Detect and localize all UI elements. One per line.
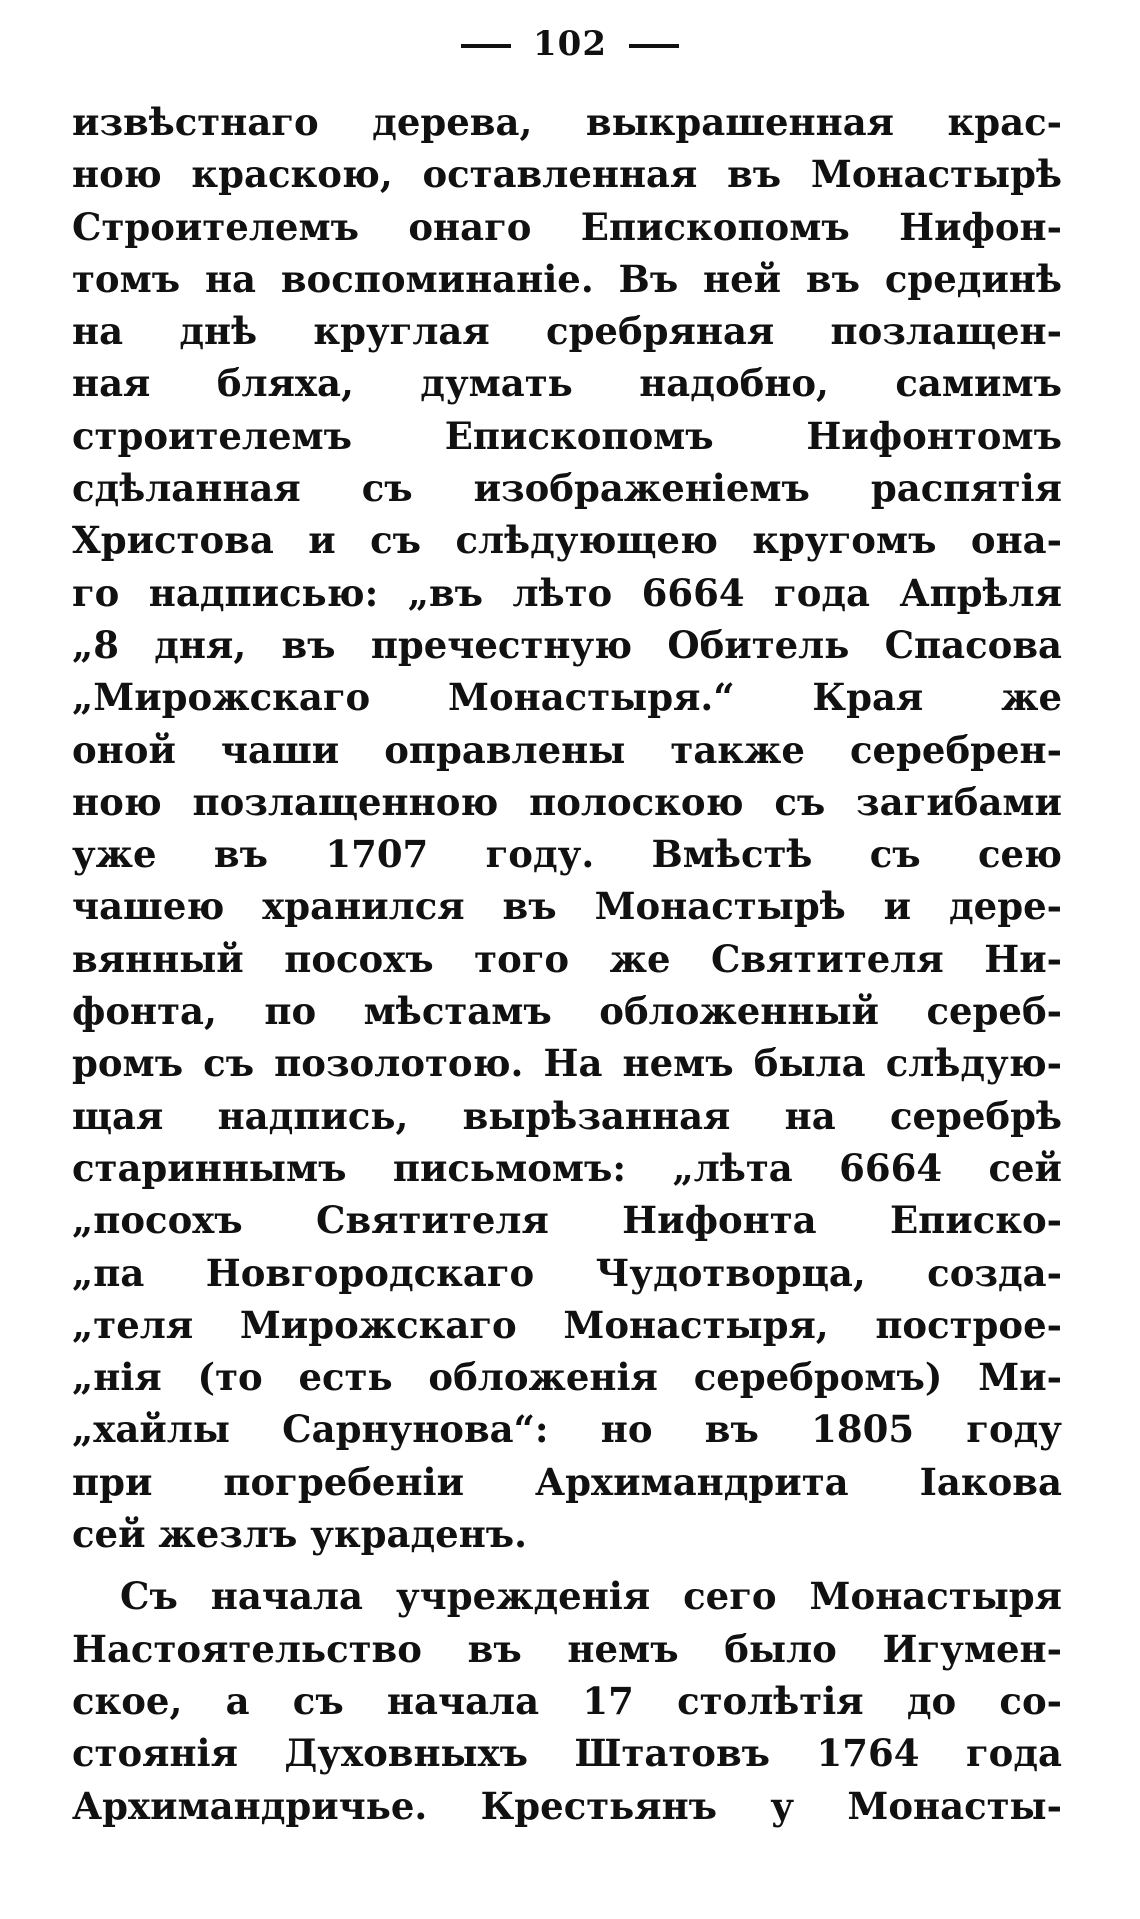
text-line: Строителемъ онаго Епископомъ Нифон- [72, 204, 1062, 249]
text-line: на днѣ круглая сребряная позлащен- [72, 309, 1062, 354]
text-line: вянный посохъ того же Святителя Ни- [72, 936, 1062, 981]
text-line: чашею хранился въ Монастырѣ и дере- [72, 884, 1062, 929]
text-line: стариннымъ письмомъ: „лѣта 6664 сей [72, 1145, 1062, 1190]
text-line: Настоятельство въ немъ было Игумен- [72, 1626, 1062, 1671]
text-line: Съ начала учрежденія сего Монастыря [120, 1574, 1062, 1619]
body-text [72, 96, 1062, 1832]
text-line: щая надпись, вырѣзанная на серебрѣ [72, 1093, 1062, 1138]
text-line: оной чаши оправлены также серебрен- [72, 727, 1062, 772]
page-header [0, 24, 1140, 64]
text-line: ною краскою, оставленная въ Монастырѣ [72, 152, 1062, 197]
text-line: строителемъ Епископомъ Нифонтомъ [72, 413, 1062, 458]
text-line: го надписью: „въ лѣто 6664 года Апрѣля [72, 570, 1062, 615]
text-line: „Мирожскаго Монастыря.“ Края же [72, 675, 1062, 720]
page-number: 102 [533, 24, 607, 64]
text-line: при погребеніи Архимандрита Іакова [72, 1459, 1062, 1504]
text-line: „нія (то есть обложенія серебромъ) Ми- [72, 1355, 1062, 1400]
text-line: „посохъ Святителя Нифонта Еписко- [72, 1198, 1062, 1243]
text-line: ная бляха, думать надобно, самимъ [72, 361, 1062, 406]
text-line: сей жезлъ украденъ. [72, 1512, 528, 1557]
text-line: сдѣланная съ изображеніемъ распятія [72, 466, 1062, 511]
header-dash-left [461, 44, 511, 48]
text-line: ною позлащенною полоскою съ загибами [72, 779, 1062, 824]
text-line: томъ на воспоминаніе. Въ ней въ срединѣ [72, 256, 1062, 301]
text-line: „па Новгородскаго Чудотворца, созда- [72, 1250, 1062, 1295]
text-line: Архимандричье. Крестьянъ у Монасты- [72, 1783, 1062, 1828]
text-line: Христова и съ слѣдующею кругомъ она- [72, 518, 1062, 563]
header-dash-right [629, 44, 679, 48]
text-line: „8 дня, въ пречестную Обитель Спасова [72, 622, 1062, 667]
text-line: извѣстнаго дерева, выкрашенная крас- [72, 100, 1062, 144]
text-line: „хайлы Сарнунова“: но въ 1805 году [72, 1407, 1062, 1452]
text-line: ромъ съ позолотою. На немъ была слѣдую- [72, 1041, 1062, 1086]
text-line: фонта, по мѣстамъ обложенный сереб- [72, 989, 1062, 1034]
text-line: стоянія Духовныхъ Штатовъ 1764 года [72, 1731, 1062, 1776]
text-line: „теля Мирожскаго Монастыря, построе- [72, 1302, 1062, 1347]
text-line: ское, а съ начала 17 столѣтія до со- [72, 1678, 1062, 1723]
text-line: уже въ 1707 году. Вмѣстѣ съ сею [72, 832, 1062, 877]
